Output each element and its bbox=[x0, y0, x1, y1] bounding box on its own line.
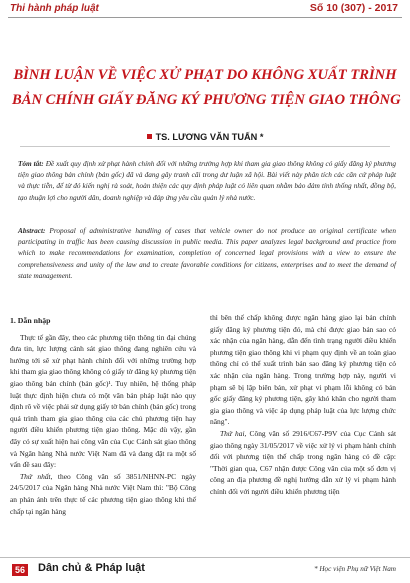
body-column-left bbox=[10, 315, 196, 517]
section-heading: 1. Dẫn nhập bbox=[10, 316, 51, 325]
paragraph-text: theo Công văn số 3851/NHNN-PC ngày 24/5/2017 của Ngân hàng Nhà nước Việt Nam thì: "Bộ Công an phản ánh trên thực tế các phương tiện giao thông khi thế chấp tại ngân hàng bbox=[10, 471, 196, 516]
abstract-label: Abstract: bbox=[18, 227, 46, 235]
paragraph-text: Công văn số 2916/C67-P9V của Cục Cảnh sát giao thông ngày 31/05/2017 về việc xử lý vi phạm hành chính đối với phương tiện thế chấp trong ngân hàng có đề cập: "Thời gian qua, C67 nhận được Công văn của một số đơn vị công an địa phương đề nghị hướng dẫn xử lý vi phạm hành chính đối với người điều khiển phương tiện bbox=[210, 428, 397, 496]
page-number: 56 bbox=[12, 564, 28, 576]
summary-label: Tóm tắt: bbox=[18, 160, 44, 168]
abstract-text: Proposal of administrative handling of cases that vehicle owner do not produce an original certificate when participating in traffic has been causing discussion in public media. This paper analyzes legal background and practice from which to make recommendations for examination, completion of concerned legal provisions with a view to ensure the comprehensiveness and unity of the law and to create favorable conditions for citizens, enterprises and to meet the demand of state management. bbox=[18, 227, 396, 280]
magazine-title: Dân chủ & Pháp luật bbox=[38, 562, 145, 574]
body-paragraph: Thực tế gần đây, theo các phương tiện thông tin đại chúng đưa tin, lực lượng cảnh sát giao thông đang nghiên cứu và hướng tới sẽ xử phạt hành chính đối với những trường hợp khi tham gia giao thông không có giấy tờ đăng ký phương tiện giao thông bản chính (bản gốc)¹. Tuy nhiên, hệ thống pháp luật thực định hiện chưa có một văn bản pháp luật nào quy định rõ về việc phải sử dụng giấy tờ bản chính (bản gốc) trong quá trình tham gia giao thông của các chủ phương tiện hay người điều khiển phương tiện giao thông. Mặc dù vậy, gần đây có sự xuất hiện hai công văn của Cục Cảnh sát giao thông và Ngân hàng Nhà nước Việt Nam đã và đang đặt ra một số vấn đề sau đây: bbox=[10, 332, 196, 470]
issue-number: Số 10 (307) - 2017 bbox=[309, 2, 398, 14]
summary-vietnamese bbox=[18, 159, 396, 204]
summary-text: Đề xuất quy định xử phạt hành chính đối với những trường hợp khi tham gia giao thông không có giấy đăng ký phương tiện giao thông bản chính (bản gốc) đã và đang gây tranh cãi trong dư luận xã hội. Bài viết này phân tích các căn cứ pháp luật và thực tiễn, để từ đó kiến nghị rà soát, hoàn thiện các quy định pháp luật có liên quan nhằm bảo đảm tính thống nhất, đồng bộ, tạo thuận lợi cho người dân, doanh nghiệp và đáp ứng yêu cầu quản lý nhà nước. bbox=[18, 160, 397, 202]
paragraph-lead: Thứ hai, bbox=[220, 428, 247, 438]
body-paragraph bbox=[10, 471, 196, 517]
bullet-square-icon bbox=[147, 134, 152, 139]
body-paragraph: thì bên thế chấp không được ngân hàng giao lại bản chính giấy đăng ký phương tiện đó, mà chỉ được giao bản sao có xác nhận của ngân hàng, dẫn đến tình trạng người điều khiển phương tiện giao thông khi vi phạm quy định về an toàn giao thông chỉ có thể xuất trình bản sao đăng ký phương tiện có xác nhận của ngân hàng. Trong trường hợp này, người vi phạm sẽ bị lập biên bản, xử phạt vi phạm lỗi không có bản gốc giấy đăng ký phương tiện, gây khó khăn cho người tham gia giao thông và việc áp dụng pháp luật của lực lượng chức năng". bbox=[210, 313, 396, 427]
paragraph-lead: Thứ nhất, bbox=[20, 471, 53, 481]
body-paragraph bbox=[210, 428, 396, 498]
byline-divider bbox=[20, 146, 390, 147]
author-name: TS. LƯƠNG VĂN TUẤN * bbox=[155, 132, 264, 142]
article-title-line-1: BÌNH LUẬN VỀ VIỆC XỬ PHẠT DO KHÔNG XUẤT TRÌNH bbox=[13, 67, 397, 83]
running-header-section: Thi hành pháp luật bbox=[10, 3, 99, 14]
author-affiliation-footnote: * Học viện Phụ nữ Việt Nam bbox=[313, 565, 396, 573]
author-byline bbox=[0, 132, 410, 142]
header-divider bbox=[8, 17, 402, 18]
abstract-english bbox=[18, 226, 396, 282]
body-column-right bbox=[210, 312, 396, 498]
footer-divider bbox=[0, 557, 410, 558]
article-title-line-2: BẢN CHÍNH GIẤY ĐĂNG KÝ PHƯƠNG TIỆN GIAO THÔNG bbox=[12, 92, 401, 108]
